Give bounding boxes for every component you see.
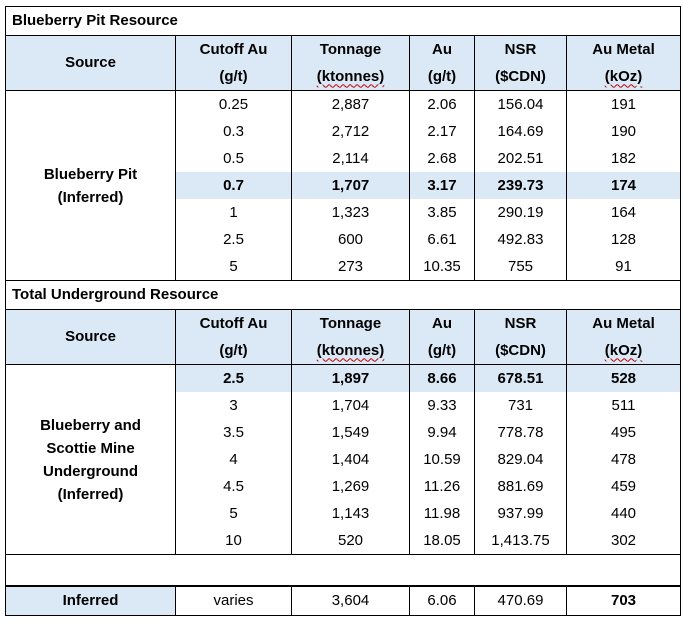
underground-tonnage-unit bbox=[292, 337, 410, 365]
cutoff-au-cell: 0.7 bbox=[176, 172, 292, 199]
au-metal-cell: 511 bbox=[567, 392, 681, 419]
underground-source-label bbox=[6, 365, 176, 555]
spacer-row bbox=[6, 555, 681, 587]
nsr-cell: 881.69 bbox=[475, 473, 567, 500]
au-metal-cell: 191 bbox=[567, 91, 681, 119]
source-label-line: (Inferred) bbox=[57, 188, 124, 206]
au-metal-cell: 91 bbox=[567, 253, 681, 281]
underground-nsr-header: NSR bbox=[475, 310, 567, 338]
pit-cutoff-au-unit-text: (g/t) bbox=[219, 67, 248, 85]
au-metal-cell: 440 bbox=[567, 500, 681, 527]
underground-section-title: Total Underground Resource bbox=[6, 281, 681, 310]
tonnage-cell: 1,549 bbox=[292, 419, 410, 446]
spacer-cell bbox=[6, 555, 681, 587]
underground-au-metal-header: Au Metal bbox=[567, 310, 681, 338]
au-grade-cell: 8.66 bbox=[410, 365, 475, 393]
cutoff-au-cell: 0.5 bbox=[176, 145, 292, 172]
tonnage-cell: 2,114 bbox=[292, 145, 410, 172]
pit-tonnage-header: Tonnage bbox=[292, 36, 410, 64]
pit-au-metal-unit-text: (kOz) bbox=[604, 67, 643, 85]
cutoff-au-cell: 2.5 bbox=[176, 365, 292, 393]
tonnage-cell: 520 bbox=[292, 527, 410, 555]
underground-nsr-unit bbox=[475, 337, 567, 365]
source-label-line: Blueberry Pit bbox=[43, 165, 138, 183]
au-metal-cell: 182 bbox=[567, 145, 681, 172]
tonnage-cell: 600 bbox=[292, 226, 410, 253]
pit-cutoff-au-unit bbox=[176, 63, 292, 91]
underground-au-metal-unit-text: (kOz) bbox=[604, 341, 643, 359]
tonnage-cell: 273 bbox=[292, 253, 410, 281]
underground-header-row bbox=[6, 310, 681, 338]
total-au-metal-cell: 703 bbox=[567, 586, 681, 616]
total-nsr-cell: 470.69 bbox=[475, 586, 567, 616]
underground-title-row bbox=[6, 281, 681, 310]
au-grade-cell: 9.33 bbox=[410, 392, 475, 419]
cutoff-au-cell: 1 bbox=[176, 199, 292, 226]
pit-title-row bbox=[6, 7, 681, 36]
source-label-line: Scottie Mine bbox=[46, 439, 135, 457]
table-row bbox=[6, 365, 681, 393]
source-label-line: (Inferred) bbox=[57, 485, 124, 503]
tonnage-cell: 2,887 bbox=[292, 91, 410, 119]
tonnage-cell: 1,269 bbox=[292, 473, 410, 500]
nsr-cell: 164.69 bbox=[475, 118, 567, 145]
nsr-cell: 755 bbox=[475, 253, 567, 281]
pit-au-metal-header: Au Metal bbox=[567, 36, 681, 64]
underground-au-grade-unit-text: (g/t) bbox=[427, 341, 457, 359]
cutoff-au-cell: 0.25 bbox=[176, 91, 292, 119]
nsr-cell: 202.51 bbox=[475, 145, 567, 172]
nsr-cell: 778.78 bbox=[475, 419, 567, 446]
au-grade-cell: 11.26 bbox=[410, 473, 475, 500]
au-grade-cell: 11.98 bbox=[410, 500, 475, 527]
au-grade-cell: 6.61 bbox=[410, 226, 475, 253]
au-grade-cell: 3.17 bbox=[410, 172, 475, 199]
tonnage-cell: 1,404 bbox=[292, 446, 410, 473]
au-metal-cell: 478 bbox=[567, 446, 681, 473]
pit-au-grade-header: Au bbox=[410, 36, 475, 64]
pit-nsr-unit bbox=[475, 63, 567, 91]
underground-au-metal-unit bbox=[567, 337, 681, 365]
au-grade-cell: 2.17 bbox=[410, 118, 475, 145]
pit-nsr-unit-text: ($CDN) bbox=[495, 67, 546, 85]
cutoff-au-cell: 5 bbox=[176, 253, 292, 281]
tonnage-cell: 1,323 bbox=[292, 199, 410, 226]
nsr-cell: 829.04 bbox=[475, 446, 567, 473]
pit-au-metal-unit bbox=[567, 63, 681, 91]
resource-table bbox=[5, 6, 681, 616]
cutoff-au-cell: 5 bbox=[176, 500, 292, 527]
tonnage-cell: 1,143 bbox=[292, 500, 410, 527]
pit-tonnage-unit-text: (ktonnes) bbox=[316, 67, 385, 85]
underground-nsr-unit-text: ($CDN) bbox=[495, 341, 546, 359]
cutoff-au-cell: 4 bbox=[176, 446, 292, 473]
pit-source-label bbox=[6, 91, 176, 281]
tonnage-cell: 2,712 bbox=[292, 118, 410, 145]
au-metal-cell: 128 bbox=[567, 226, 681, 253]
pit-nsr-header: NSR bbox=[475, 36, 567, 64]
cutoff-au-cell: 10 bbox=[176, 527, 292, 555]
au-grade-cell: 10.59 bbox=[410, 446, 475, 473]
tonnage-cell: 1,707 bbox=[292, 172, 410, 199]
nsr-cell: 492.83 bbox=[475, 226, 567, 253]
total-cutoff-au-cell: varies bbox=[176, 586, 292, 616]
au-grade-cell: 18.05 bbox=[410, 527, 475, 555]
pit-source-header: Source bbox=[6, 36, 176, 91]
underground-au-grade-unit bbox=[410, 337, 475, 365]
underground-cutoff-au-header: Cutoff Au bbox=[176, 310, 292, 338]
au-metal-cell: 459 bbox=[567, 473, 681, 500]
pit-au-grade-unit-text: (g/t) bbox=[427, 67, 457, 85]
nsr-cell: 678.51 bbox=[475, 365, 567, 393]
source-label-line: Blueberry and bbox=[40, 416, 141, 434]
underground-cutoff-au-unit-text: (g/t) bbox=[219, 341, 248, 359]
total-label: Inferred bbox=[6, 586, 176, 616]
underground-cutoff-au-unit bbox=[176, 337, 292, 365]
au-metal-cell: 164 bbox=[567, 199, 681, 226]
au-grade-cell: 2.68 bbox=[410, 145, 475, 172]
underground-tonnage-unit-text: (ktonnes) bbox=[316, 341, 385, 359]
nsr-cell: 156.04 bbox=[475, 91, 567, 119]
au-metal-cell: 190 bbox=[567, 118, 681, 145]
au-metal-cell: 495 bbox=[567, 419, 681, 446]
cutoff-au-cell: 2.5 bbox=[176, 226, 292, 253]
au-grade-cell: 2.06 bbox=[410, 91, 475, 119]
nsr-cell: 239.73 bbox=[475, 172, 567, 199]
cutoff-au-cell: 3.5 bbox=[176, 419, 292, 446]
nsr-cell: 731 bbox=[475, 392, 567, 419]
nsr-cell: 290.19 bbox=[475, 199, 567, 226]
underground-tonnage-header: Tonnage bbox=[292, 310, 410, 338]
pit-tonnage-unit bbox=[292, 63, 410, 91]
total-row bbox=[6, 586, 681, 616]
pit-cutoff-au-header: Cutoff Au bbox=[176, 36, 292, 64]
au-grade-cell: 10.35 bbox=[410, 253, 475, 281]
au-metal-cell: 528 bbox=[567, 365, 681, 393]
au-grade-cell: 3.85 bbox=[410, 199, 475, 226]
total-tonnage-cell: 3,604 bbox=[292, 586, 410, 616]
nsr-cell: 1,413.75 bbox=[475, 527, 567, 555]
tonnage-cell: 1,704 bbox=[292, 392, 410, 419]
total-au-grade-cell: 6.06 bbox=[410, 586, 475, 616]
cutoff-au-cell: 3 bbox=[176, 392, 292, 419]
au-metal-cell: 302 bbox=[567, 527, 681, 555]
cutoff-au-cell: 4.5 bbox=[176, 473, 292, 500]
underground-source-header: Source bbox=[6, 310, 176, 365]
tonnage-cell: 1,897 bbox=[292, 365, 410, 393]
nsr-cell: 937.99 bbox=[475, 500, 567, 527]
pit-header-row bbox=[6, 36, 681, 64]
au-metal-cell: 174 bbox=[567, 172, 681, 199]
source-label-line: Underground bbox=[43, 462, 138, 480]
cutoff-au-cell: 0.3 bbox=[176, 118, 292, 145]
pit-au-grade-unit bbox=[410, 63, 475, 91]
pit-section-title: Blueberry Pit Resource bbox=[6, 7, 681, 36]
au-grade-cell: 9.94 bbox=[410, 419, 475, 446]
table-row bbox=[6, 91, 681, 119]
underground-au-grade-header: Au bbox=[410, 310, 475, 338]
